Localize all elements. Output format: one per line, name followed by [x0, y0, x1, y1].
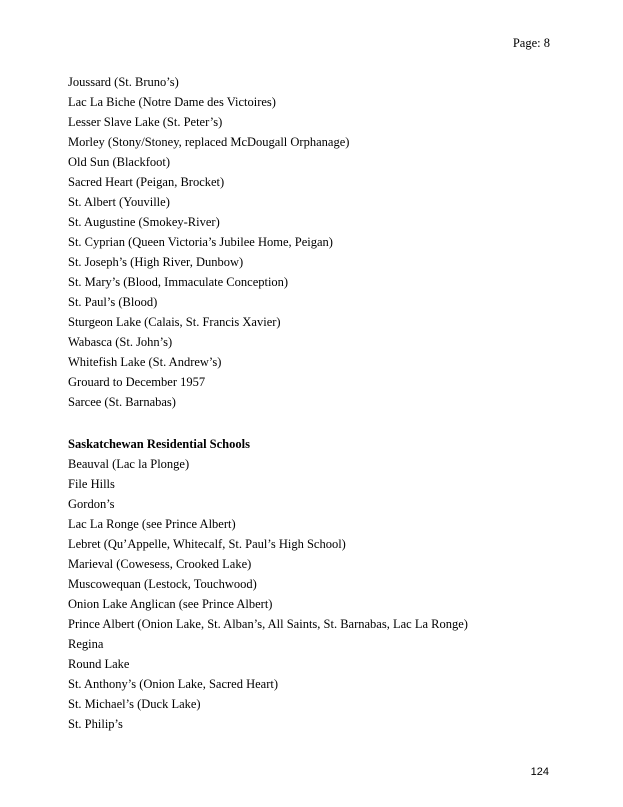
- school-list-item: Round Lake: [68, 657, 130, 671]
- school-list-item: St. Paul’s (Blood): [68, 295, 158, 309]
- section-heading-saskatchewan: Saskatchewan Residential Schools: [68, 437, 250, 451]
- school-list-item: Wabasca (St. John’s): [68, 335, 173, 349]
- page-header-label: Page: 8: [512, 36, 550, 50]
- school-list-item: Beauval (Lac la Plonge): [68, 457, 190, 471]
- school-list-item: St. Mary’s (Blood, Immaculate Conception): [68, 275, 289, 289]
- school-list-item: St. Michael’s (Duck Lake): [68, 697, 201, 711]
- school-list-item: St. Albert (Youville): [68, 195, 170, 209]
- school-list-item: Sacred Heart (Peigan, Brocket): [68, 175, 225, 189]
- school-list-item: Morley (Stony/Stoney, replaced McDougall Orphanage): [68, 135, 350, 149]
- school-list-item: St. Augustine (Smokey-River): [68, 215, 220, 229]
- school-list-item: Marieval (Cowesess, Crooked Lake): [68, 557, 252, 571]
- school-list-saskatchewan: [68, 454, 593, 734]
- school-list-item: Muscowequan (Lestock, Touchwood): [68, 577, 257, 591]
- school-list-item: Joussard (St. Bruno’s): [68, 75, 179, 89]
- school-list-item: Lac La Biche (Notre Dame des Victoires): [68, 95, 276, 109]
- school-list-item: Sturgeon Lake (Calais, St. Francis Xavier): [68, 315, 281, 329]
- school-list-item: Onion Lake Anglican (see Prince Albert): [68, 597, 273, 611]
- school-list-item: Old Sun (Blackfoot): [68, 155, 171, 169]
- document-body: [68, 72, 593, 734]
- school-list-item: Gordon’s: [68, 497, 115, 511]
- school-list-item: Lesser Slave Lake (St. Peter’s): [68, 115, 223, 129]
- school-list-item: Lebret (Qu’Appelle, Whitecalf, St. Paul’s High School): [68, 537, 346, 551]
- school-list-item: File Hills: [68, 477, 115, 491]
- school-list-item: Prince Albert (Onion Lake, St. Alban’s, All Saints, St. Barnabas, Lac La Ronge): [68, 617, 468, 631]
- school-list-alberta-continued: [68, 72, 593, 412]
- school-list-item: Lac La Ronge (see Prince Albert): [68, 517, 236, 531]
- school-list-item: Sarcee (St. Barnabas): [68, 395, 176, 409]
- school-list-item: St. Anthony’s (Onion Lake, Sacred Heart): [68, 677, 279, 691]
- school-list-item: St. Philip’s: [68, 717, 123, 731]
- school-list-item: Whitefish Lake (St. Andrew’s): [68, 355, 222, 369]
- school-list-item: Grouard to December 1957: [68, 375, 206, 389]
- section-gap: [68, 412, 593, 434]
- school-list-item: Regina: [68, 637, 104, 651]
- school-list-item: St. Cyprian (Queen Victoria’s Jubilee Home, Peigan): [68, 235, 333, 249]
- school-list-item: St. Joseph’s (High River, Dunbow): [68, 255, 244, 269]
- footer-page-number: 124: [530, 766, 549, 778]
